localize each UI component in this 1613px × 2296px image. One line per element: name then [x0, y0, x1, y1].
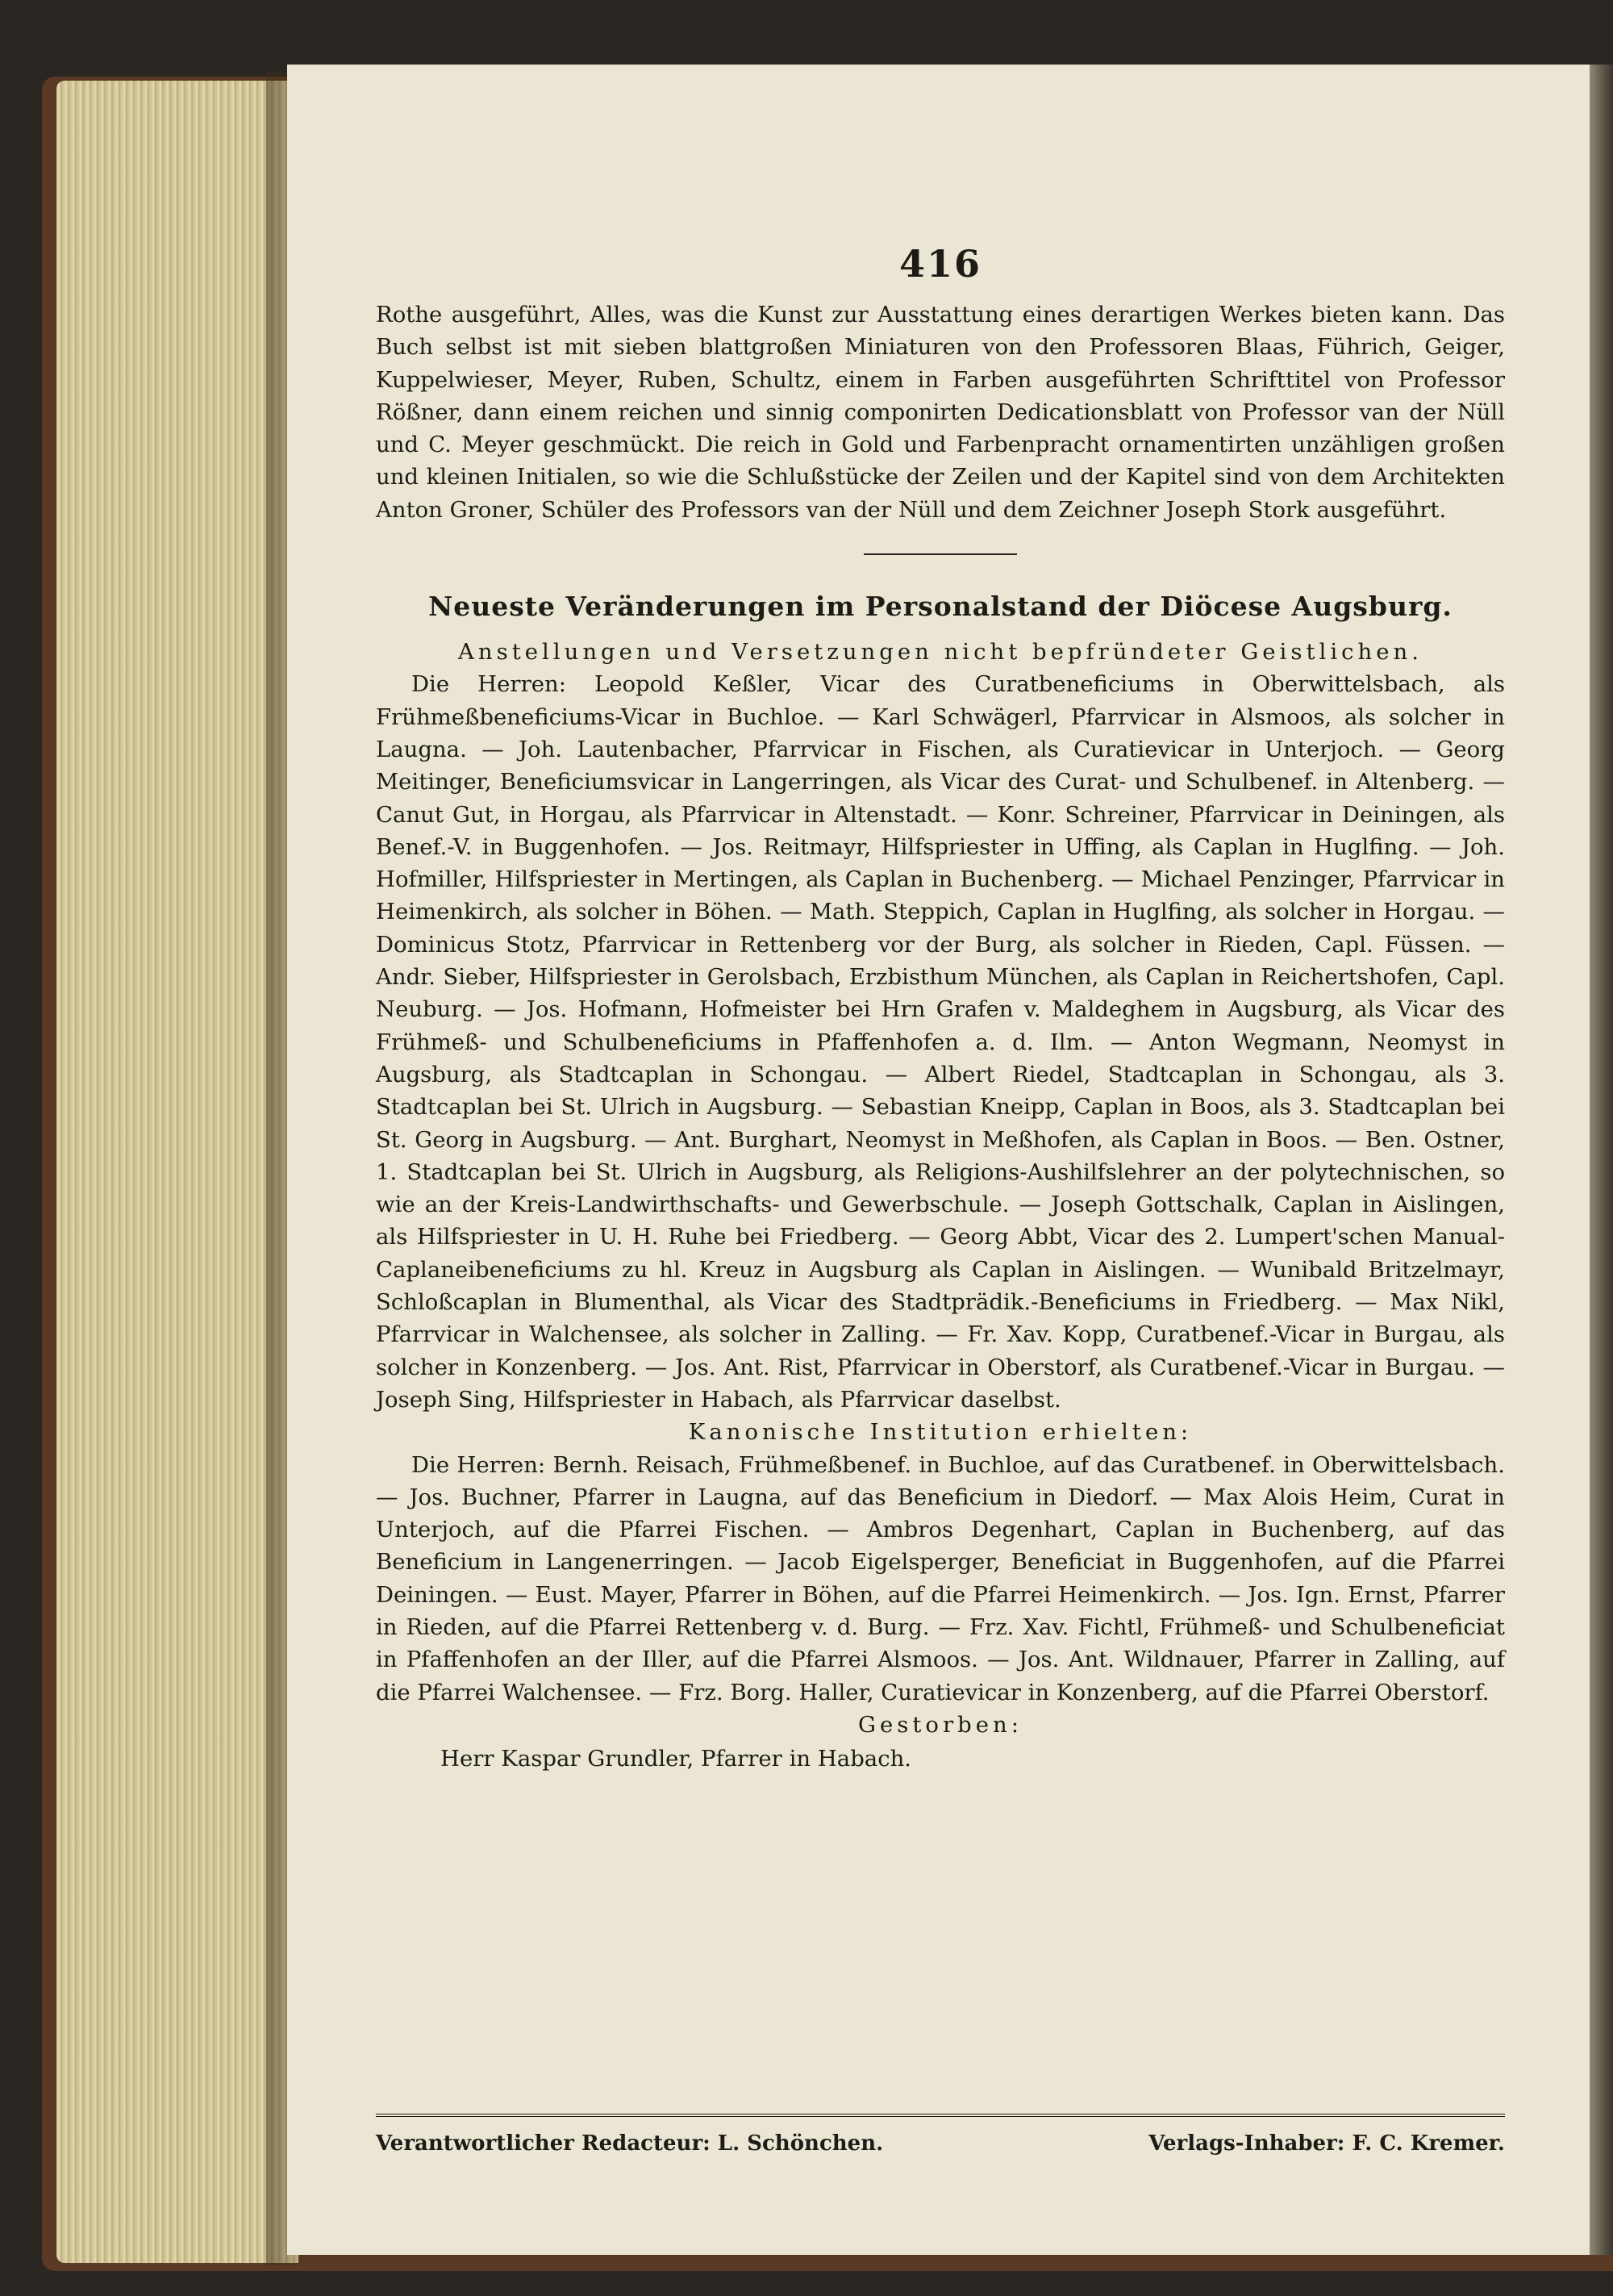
deceased-entry: Herr Kaspar Grundler, Pfarrer in Habach. — [440, 1746, 912, 1772]
page-content — [376, 242, 1505, 1775]
section-title: Neueste Veränderungen im Personalstand der Diöcese Augsburg. — [428, 591, 1453, 623]
page-right-edge — [1590, 65, 1613, 2255]
page-number: 416 — [898, 242, 982, 286]
section-divider — [864, 553, 1017, 555]
subheading-institution: Kanonische Institution erhielten: — [688, 1419, 1193, 1446]
footer-publisher: Verlags-Inhaber: F. C. Kremer. — [1148, 2131, 1505, 2156]
subheading-appointments: Anstellungen und Versetzungen nicht bepfründeter Geistlichen. — [458, 639, 1423, 666]
page-footer — [376, 2114, 1505, 2156]
intro-paragraph: Rothe ausgeführt, Alles, was die Kunst zur Ausstattung eines derartigen Werkes bieten kann. Das Buch selbst ist mit sieben blattgroßen Miniaturen von den Professoren Blaas, Führich, Geiger, Kuppelwieser, Meyer, Ruben, Schultz, einem in Farben ausgeführten Schrifttitel von Professor Rößner, dann einem reichen und sinnig componirten Dedicationsblatt von Professor van der Nüll und C. Meyer geschmückt. Die reich in Gold und Farbenpracht ornamentirten unzähligen großen und kleinen Initialen, so wie die Schlußstücke der Zeilen und der Kapitel sind von dem Architekten Anton Groner, Schüler des Professors van der Nüll und dem Zeichner Joseph Stork ausgeführt. — [376, 302, 1505, 523]
stacked-page-edges — [56, 81, 298, 2263]
institution-paragraph: Die Herren: Bernh. Reisach, Frühmeßbenef. in Buchloe, auf das Curatbenef. in Oberwittelsbach. — Jos. Buchner, Pfarrer in Laugna, auf das Beneficium in Diedorf. — Max Alois Heim, Curat in Unterjoch, auf die Pfarrei Fischen. — Ambros Degenhart, Caplan in Buchenberg, auf das Beneficium in Langenerringen. — Jacob Eigelsperger, Beneficiat in Buggenhofen, auf die Pfarrei Deiningen. — Eust. Mayer, Pfarrer in Böhen, auf die Pfarrei Heimenkirch. — Jos. Ign. Ernst, Pfarrer in Rieden, auf die Pfarrei Rettenberg v. d. Burg. — Frz. Xav. Fichtl, Frühmeß- und Schulbeneficiat in Pfaffenhofen an der Iller, auf die Pfarrei Alsmoos. — Jos. Ant. Wildnauer, Pfarrer in Zalling, auf die Pfarrei Walchensee. — Frz. Borg. Haller, Curatievicar in Konzenberg, auf die Pfarrei Oberstorf. — [376, 1451, 1505, 1705]
subheading-deceased: Gestorben: — [858, 1711, 1023, 1738]
appointments-paragraph: Die Herren: Leopold Keßler, Vicar des Curatbeneficiums in Oberwittelsbach, als Frühmeßbeneficiums-Vicar in Buchloe. — Karl Schwägerl, Pfarrvicar in Alsmoos, als solcher in Laugna. — Joh. Lautenbacher, Pfarrvicar in Fischen, als Curatievicar in Unterjoch. — Georg Meitinger, Beneficiumsvicar in Langerringen, als Vicar des Curat- und Schulbenef. in Altenberg. — Canut Gut, in Horgau, als Pfarrvicar in Altenstadt. — Konr. Schreiner, Pfarrvicar in Deiningen, als Benef.-V. in Buggenhofen. — Jos. Reitmayr, Hilfspriester in Uffing, als Caplan in Huglfing. — Joh. Hofmiller, Hilfspriester in Mertingen, als Caplan in Buchenberg. — Michael Penzinger, Pfarrvicar in Heimenkirch, als solcher in Böhen. — Math. Steppich, Caplan in Huglfing, als solcher in Horgau. — Dominicus Stotz, Pfarrvicar in Rettenberg vor der Burg, als solcher in Rieden, Capl. Füssen. — Andr. Sieber, Hilfspriester in Gerolsbach, Erzbisthum München, als Caplan in Reichertshofen, Capl. Neuburg. — Jos. Hofmann, Hofmeister bei Hrn Grafen v. Maldeghem in Augsburg, als Vicar des Frühmeß- und Schulbeneficiums in Pfaffenhofen a. d. Ilm. — Anton Wegmann, Neomyst in Augsburg, als Stadtcaplan in Schongau. — Albert Riedel, Stadtcaplan in Schongau, als 3. Stadtcaplan bei St. Ulrich in Augsburg. — Sebastian Kneipp, Caplan in Boos, als 3. Stadtcaplan bei St. Georg in Augsburg. — Ant. Burghart, Neomyst in Meßhofen, als Caplan in Boos. — Ben. Ostner, 1. Stadtcaplan bei St. Ulrich in Augsburg, als Religions-Aushilfslehrer an der polytechnischen, so wie an der Kreis-Landwirthschafts- und Gewerbschule. — Joseph Gottschalk, Caplan in Aislingen, als Hilfspriester in U. H. Ruhe bei Friedberg. — Georg Abbt, Vicar des 2. Lumpert'schen Manual-Caplaneibeneficiums zu hl. Kreuz in Augsburg als Caplan in Aislingen. — Wunibald Britzelmayr, Schloßcaplan in Blumenthal, als Vicar des Stadtprädik.-Beneficiums in Friedberg. — Max Nikl, Pfarrvicar in Walchensee, als solcher in Zalling. — Fr. Xav. Kopp, Curatbenef.-Vicar in Burgau, als solcher in Konzenberg. — Jos. Ant. Rist, Pfarrvicar in Oberstorf, als Curatbenef.-Vicar in Burgau. — Joseph Sing, Hilfspriester in Habach, als Pfarrvicar daselbst. — [376, 671, 1505, 1413]
footer-editor: Verantwortlicher Redacteur: L. Schönchen. — [376, 2131, 884, 2156]
